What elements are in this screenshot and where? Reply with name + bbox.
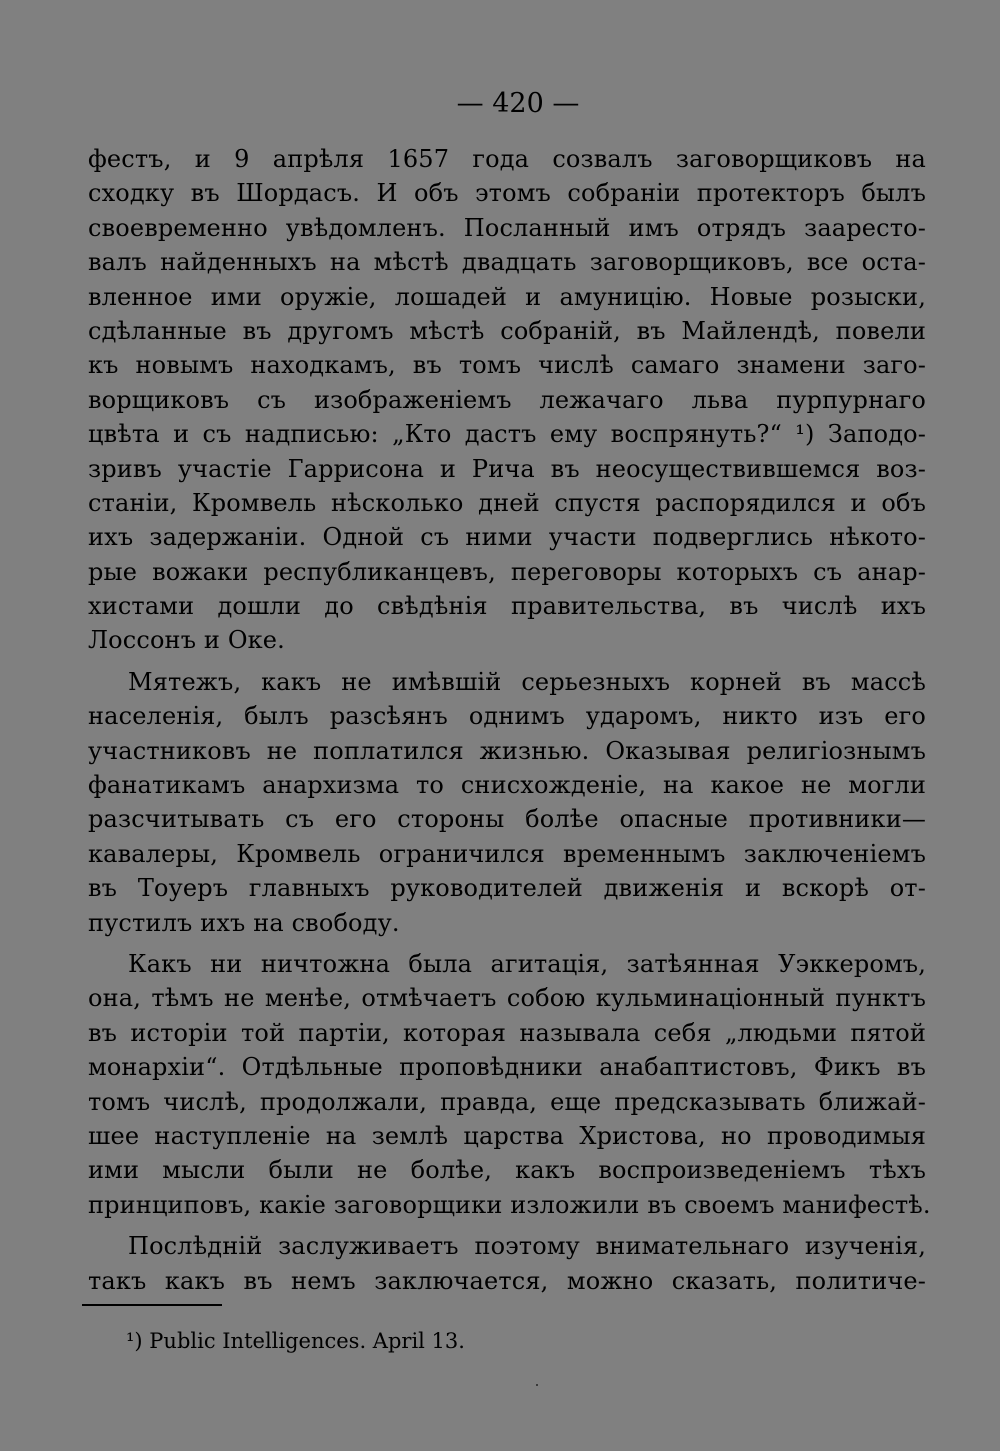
text-line: участниковъ не поплатился жизнью. Оказывая религіознымъ bbox=[88, 736, 926, 765]
text-line: ихъ задержаніи. Одной съ ними участи подверглись нѣкото- bbox=[88, 523, 926, 552]
text-line: фестъ, и 9 апрѣля 1657 года созвалъ заговорщиковъ на bbox=[88, 145, 926, 173]
footnote-divider bbox=[82, 1304, 222, 1306]
text-line: населенія, былъ разсѣянъ однимъ ударомъ, никто изъ его bbox=[88, 702, 926, 731]
text-line: разсчитывать съ его стороны болѣе опасные противники— bbox=[88, 805, 926, 834]
text-line: ими мысли были не болѣе, какъ воспроизведеніемъ тѣхъ bbox=[88, 1156, 926, 1185]
page-number: — 420 — bbox=[456, 88, 580, 119]
text-line: шее наступленіе на землѣ царства Христова, но проводимыя bbox=[88, 1121, 926, 1150]
text-line: валъ найденныхъ на мѣстѣ двадцать заговорщиковъ, все оста- bbox=[88, 248, 926, 277]
scan-speck bbox=[536, 1384, 538, 1386]
text-line: принциповъ, какіе заговорщики изложили въ своемъ манифестѣ. bbox=[88, 1190, 931, 1219]
text-line: ворщиковъ съ изображеніемъ лежачаго льва пурпурнаго bbox=[88, 385, 926, 414]
text-line: своевременно увѣдомленъ. Посланный имъ отрядъ заaресто- bbox=[88, 213, 926, 242]
text-line: зривъ участіе Гаррисона и Рича въ неосуществившемся воз- bbox=[88, 454, 926, 483]
text-line: фанатикамъ анархизма то снисхожденіе, на какое не могли bbox=[88, 771, 926, 800]
text-line: пустилъ ихъ на свободу. bbox=[88, 908, 400, 937]
text-line: станіи, Кромвель нѣсколько дней спустя распорядился и объ bbox=[88, 488, 926, 517]
text-line: Лоссонъ и Оке. bbox=[88, 626, 285, 655]
text-line: Какъ ни ничтожна была агитація, затѣянная Уэккеромъ, bbox=[128, 949, 926, 978]
text-line: монархіи“. Отдѣльные проповѣдники анабаптистовъ, Фикъ въ bbox=[88, 1053, 926, 1082]
text-line: она, тѣмъ не менѣе, отмѣчаетъ собою кульминаціонный пунктъ bbox=[88, 984, 926, 1013]
footnote: ¹) Public Intelligences. April 13. bbox=[126, 1329, 465, 1353]
paragraph-3 bbox=[88, 947, 931, 1222]
text-line: вленное ими оружіе, лошадей и амуницію. Новые розыски, bbox=[88, 282, 926, 311]
paragraph-4 bbox=[88, 1229, 926, 1298]
text-line: къ новымъ находкамъ, въ томъ числѣ самаго знамени заго- bbox=[88, 351, 926, 380]
text-line: томъ числѣ, продолжали, правда, еще предсказывать ближай- bbox=[88, 1087, 926, 1116]
text-line: Мятежъ, какъ не имѣвшій серьезныхъ корней въ массѣ bbox=[128, 667, 926, 696]
text-line: кавалеры, Кромвель ограничился временнымъ заключеніемъ bbox=[88, 839, 926, 868]
text-line: сходку въ Шордасъ. И объ этомъ собраніи протекторъ былъ bbox=[88, 179, 926, 208]
paragraph-2 bbox=[88, 665, 926, 940]
text-line: въ Тоуеръ главныхъ руководителей движенія и вскорѣ от- bbox=[88, 874, 926, 903]
text-line: такъ какъ въ немъ заключается, можно сказать, политиче- bbox=[88, 1266, 926, 1295]
text-line: хистами дошли до свѣдѣнія правительства, въ числѣ ихъ bbox=[88, 592, 926, 621]
text-line: рые вожаки республиканцевъ, переговоры которыхъ съ анар- bbox=[88, 557, 926, 586]
paragraph-1 bbox=[88, 142, 926, 658]
text-line: цвѣта и съ надписью: „Кто дастъ ему воспрянуть?“ ¹) Заподо- bbox=[88, 420, 926, 449]
text-line: въ исторіи той партіи, которая называла себя „людьми пятой bbox=[88, 1018, 926, 1047]
text-line: сдѣланные въ другомъ мѣстѣ собраній, въ Майлендѣ, повели bbox=[88, 316, 926, 345]
body-text bbox=[88, 142, 931, 1298]
text-line: Послѣдній заслуживаетъ поэтому внимательнаго изученія, bbox=[128, 1232, 926, 1261]
